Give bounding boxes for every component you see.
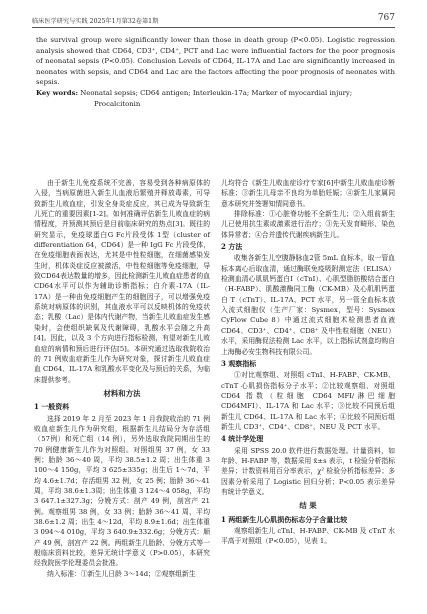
- subsection-general-data: 1 一般资料: [34, 402, 70, 412]
- running-header: [32, 13, 395, 28]
- inclusion-continued-paragraph: 儿均符合《新生儿败血症诊疗专家[6]中新生儿败血症诊断标准；③新生儿母亲不良均为单胎妊娠；④新生儿家属同意本研究并签署知情同意书。: [221, 179, 395, 208]
- general-data-paragraph: 选择 2019 年 2 月至 2023 年 1 月我院收治的 71 例败血症新生儿作为研究组，根据新生儿结局分为存活组（57例）和死亡组（14 例），另外选取我院同期出生的 70 例健康新生儿作为对照组。对照组男 37 例，女 33 例；胎龄 36～40 周，平均 38.5±1.2 周；出生体重 3 100～4 150g，平均 3 625±335g；出生后 1～7d，平均 4.6±1.7d；存活组男 32 例，女 25 例；胎龄 36～41周，平均 38.6±1.3周；出生体重 3 124～4 058g，平均 3 647.1±327.3g；分娩方式：剖产 49 例，剖宫产 21 例。观察组男 38 例，女 33 例；胎龄 36～41 周，平均 38.6±1.2 周；出生 4～12d，平均 8.9±1.6d；出生体重 3 094～4 010g，平均 3 640.9±332.6g；分娩方式：顺产 49 例，剖宫产 22 例。两组新生儿胎龄、分娩方式等一般临床资料比较，差异无统计学意义（P>0.05），本研究经我院医学伦理委员会批准。: [34, 414, 210, 568]
- observation-paragraph: ①对比观察组、对照组 cTnI、H-FABP、CK-MB、cTnT 心肌损伤指标分子水平；②比较观察组、对照组 CD64 指数（粒细胞 CD64 MFI/淋巴细胞 CD64MFI）、IL-17A 和 Lac 水平；③比较不同预后组新生儿 CD64、IL-17A 和 Lac 水平；④比较不同预后组新生儿 CD3⁺、CD4⁺、CD8⁺、NEU 及 PCT 水平。: [221, 371, 395, 431]
- section-title-methods: 材料和方法: [103, 388, 141, 398]
- statistics-paragraph: 采用 SPSS 20.0 软件进行数据处理。计量资料，如年龄、H-FABP 等，数据采用 x̄±s 表示，t 检验分析指标差异；计数资料用百分率表示，χ² 检验分析指标差异；多因素分析采用了 Logistic 回归分析；P<0.05 表示差异有统计学意义。: [221, 446, 395, 496]
- subsection-observation-indexes: 3 观察指标: [221, 358, 257, 368]
- abstract-text: the survival group were significantly lower than those in death group (P<0.05). Logistic regression analysis showed that CD64, CD3⁺, CD4⁺, PCT and Lac were influential factors for the poor prognosis of neonatal sepsis (P<0.05). Conclusion Levels of CD64, IL-17A and Lac are significantly increased in neonates with sepsis, and CD64 and Lac are the factors affecting the poor prognosis of neonates with sepsis.: [36, 36, 395, 87]
- subsection-statistics: 4 统计学处理: [221, 434, 264, 444]
- right-column: [221, 178, 395, 547]
- methods-paragraph: 收集各新生儿空腹静脉血2管 5mL 血标本，取一管血标本离心后取血清，通过酶联免疫吸附测定法（ELISA）检测血清心肌肌钙蛋白I（cTnI）、心肌型脂肪酸结合蛋白（H-FABP）、肌酸激酶同工酶（CK-MB）及心肌肌钙蛋白 T（cTnT）、IL-17A、PCT 水平，另一管全血标本放入流式细胞仪（生产厂家：Sysmex，型号：Sysmex CyFlow Cube 8）中通过流式细胞术检测患者血液 CD64、CD3⁺、CD4⁺、CD8⁺ 及中性粒细胞（NEU）水平，采用酶促法检测 Lac 水平，以上指标试剂盒均购自上海酶必安生物科技有限公司。: [221, 254, 395, 356]
- english-abstract: [36, 35, 395, 109]
- keywords-line2: Procalcitonin: [94, 99, 141, 108]
- results-paragraph: 观察组新生儿 cTnI、H-FABP、CK-MB 及 cTnT 水平高于对照组（P<0.05），见表 1。: [221, 527, 395, 546]
- subsection-results-1: 1 两组新生儿心肌损伤标志分子含量比较: [221, 514, 348, 524]
- keywords-line1: Neonatal sepsis; CD64 antigen; Interleukin-17a; Marker of myocardial injury;: [80, 88, 353, 97]
- subsection-methods: 2 方法: [221, 242, 243, 252]
- journal-name: 临床医学研究与实践 2025年1月第32卷第1期: [32, 18, 159, 25]
- page-number: 767: [377, 13, 395, 23]
- keywords: [36, 88, 395, 99]
- section-title-results: 结 果: [299, 501, 317, 511]
- exclusion-criteria-paragraph: 排除标准：①心脏脊功能不全新生儿；②入组前新生儿已使用抗生素或激素进行治疗；③先天发育畸形、染色体异常者；④合并遗传代谢疾病新生儿。: [221, 210, 395, 239]
- intro-paragraph: 由于新生儿免疫系统不完善，容易受到各种病原体的入侵，当病原菌进入新生儿血液后繁殖并释放毒素，可导致新生儿败血症，引发全身炎症反应，其已成为导致新生儿死亡的重要因素[1-2]。如何准确评估新生儿败血症的病情程度，并预测其预后是目前临床研究的热点[3]。既往的研究显示，免疫球蛋白G Fc片段受体 1型（cluster of differentiation 64，CD64）是一种 IgG Fc 片段受体，在免疫细胞表面表达，尤其是中性粒细胞，在细菌感染发生时，机体炎症反应被激活，中性粒细胞等免疫细胞，导致CD64表达数量的增多，因此检测新生儿败血症患者的血CD64水平可以作为辅助诊断指标；白介素-17A（IL-17A）是一种由免疫细胞产生的细胞因子，可以增强免疫系统对病原体的识别，其血液水平可以反映机体的免疫状态；乳酸（Lac）是体内代谢产物，当新生儿败血症发生感染时，会使组织缺氧及代谢障碍，乳酸水平会随之升高[4]。因此，以及 3 个方向进行指标检测，有望对新生儿败血症的病情和预后进行评估[5]。本研究通过选取我院收治的 71 例败血症新生儿作为研究对象，探讨新生儿败血症血 CD64、IL-17A 和乳酸水平变化及与预后的关系，为临床提供参考。: [34, 179, 210, 384]
- keywords-label: Key words:: [36, 88, 79, 97]
- left-column: [34, 178, 210, 579]
- inclusion-criteria-paragraph: 纳入标准：①新生儿日龄 3～14d；②观察组新生: [47, 569, 196, 578]
